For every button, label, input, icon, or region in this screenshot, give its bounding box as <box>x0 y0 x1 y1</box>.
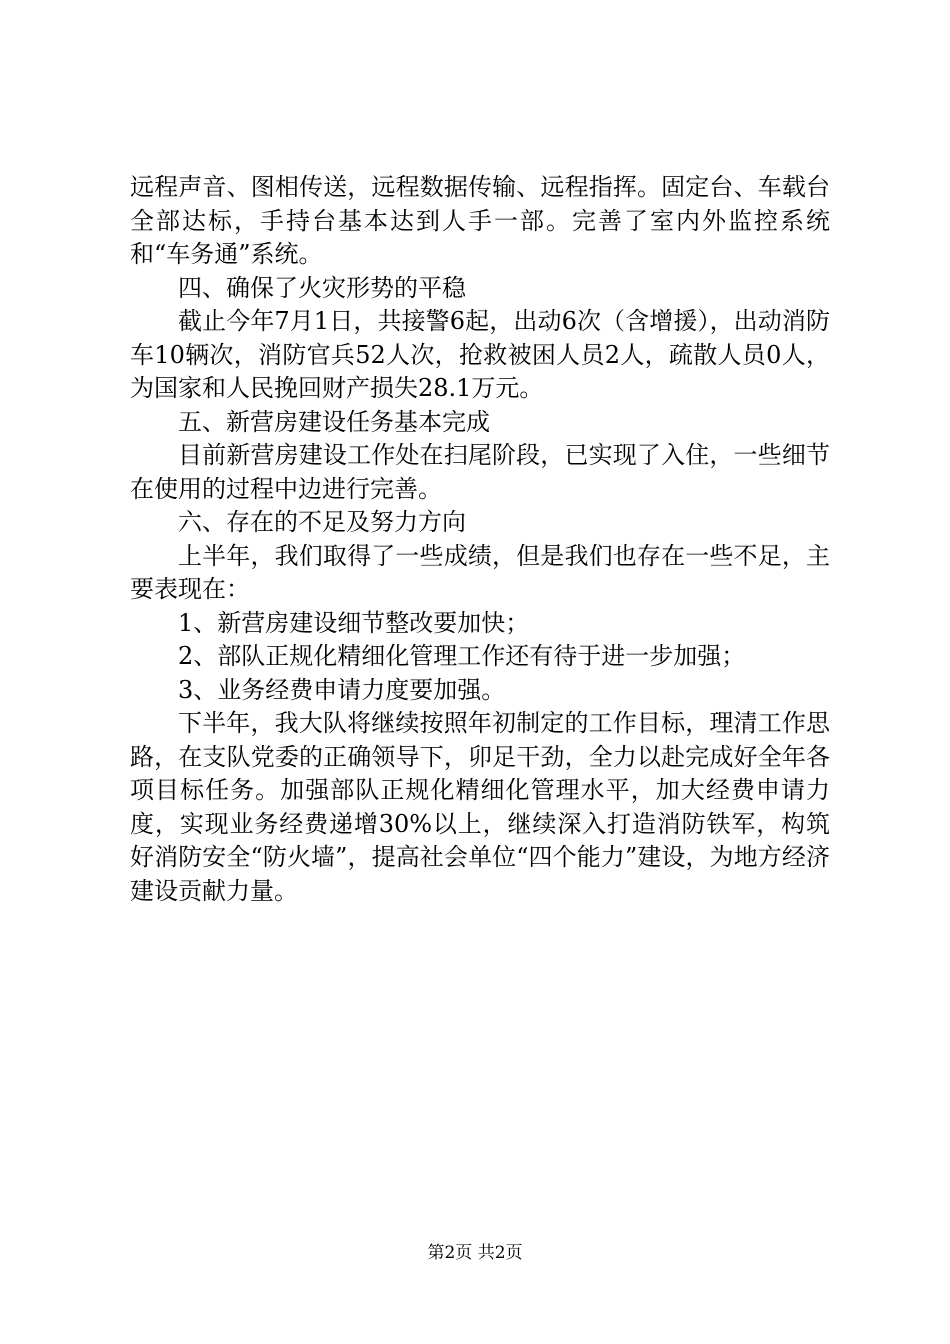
paragraph-barracks: 目前新营房建设工作处在扫尾阶段，已实现了入住，一些细节在使用的过程中边进行完善。 <box>130 441 830 503</box>
paragraph-fire-stats: 截止今年7月1日，共接警6起，出动6次（含增援），出动消防车10辆次，消防官兵52人次，抢救被困人员2人，疏散人员0人，为国家和人民挽回财产损失28.1万元。 <box>130 307 830 402</box>
list-item-2: 2、部队正规化精细化管理工作还有待于进一步加强； <box>178 642 746 670</box>
page-number-footer: 第2页 共2页 <box>427 1243 523 1263</box>
paragraph-second-half-plan: 下半年，我大队将继续按照年初制定的工作目标，理清工作思路，在支队党委的正确领导下，卯足干劲，全力以赴完成好全年各项目标任务。加强部队正规化精细化管理水平，加大经费申请力度，实现业务经费递增30%以上，继续深入打造消防铁军，构筑好消防安全“防火墙”，提高社会单位“四个能力”建设，为地方经济建设贡献力量。 <box>130 709 830 905</box>
heading-section-4: 四、确保了火灾形势的平稳 <box>178 273 466 302</box>
list-item-3: 3、业务经费申请力度要加强。 <box>178 675 506 704</box>
paragraph-shortcomings-intro: 上半年，我们取得了一些成绩，但是我们也存在一些不足，主要表现在： <box>130 541 830 603</box>
document-body <box>130 171 830 908</box>
list-item-1: 1、新营房建设细节整改要加快； <box>178 608 530 637</box>
heading-section-5: 五、新营房建设任务基本完成 <box>178 407 490 436</box>
paragraph-1: 远程声音、图相传送，远程数据传输、远程指挥。固定台、车载台全部达标，手持台基本达到人手一部。完善了室内外监控系统和“车务通”系统。 <box>130 173 830 268</box>
heading-section-6: 六、存在的不足及努力方向 <box>178 508 466 536</box>
